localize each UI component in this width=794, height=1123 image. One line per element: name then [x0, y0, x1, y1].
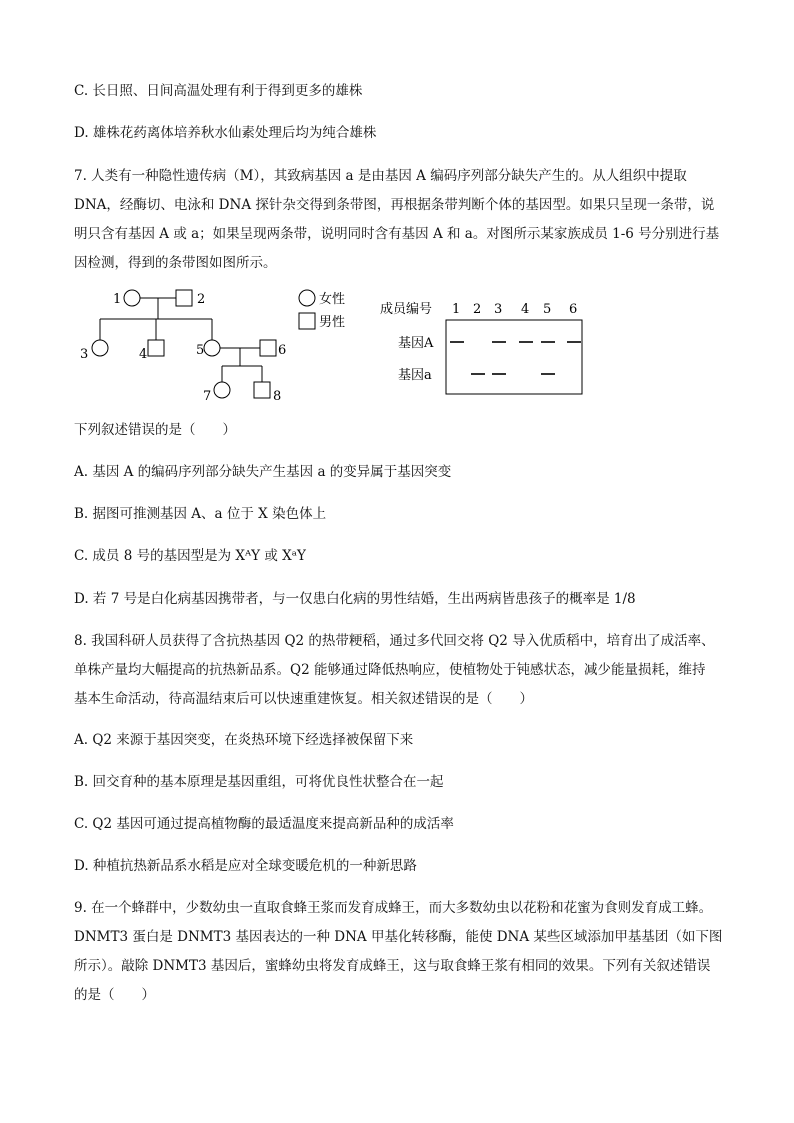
member-7-label: 7: [203, 389, 212, 404]
member-6-label: 6: [278, 343, 287, 358]
text-line: 9. 在一个蜂群中，少数幼虫一直取食蜂王浆而发育成蜂王，而大多数幼虫以花粉和花蜜为食则发育成工蜂。: [74, 900, 713, 916]
member-5-female-symbol: [204, 340, 220, 356]
member-1-label: 1: [113, 292, 122, 307]
gel-lane-label: 4: [521, 302, 530, 317]
gel-header-label: 成员编号: [380, 302, 433, 317]
member-7-female-symbol: [214, 382, 230, 398]
text-line: C. Q2 基因可通过提高植物酶的最适温度来提高新品种的成活率: [74, 816, 454, 832]
legend-female-symbol: [299, 290, 315, 306]
text-line: C. 长日照、日间高温处理有利于得到更多的雄株: [74, 83, 363, 99]
text-line: D. 雄株花药离体培养秋水仙素处理后均为纯合雄株: [74, 125, 377, 141]
gel-band-diagram: [376, 294, 596, 398]
member-2-male-symbol: [176, 290, 192, 306]
member-4-label: 4: [139, 347, 148, 362]
gel-lane-label: 2: [473, 302, 482, 317]
gel-lane-label: 3: [494, 302, 503, 317]
text-line: 8. 我国科研人员获得了含抗热基因 Q2 的热带粳稻，通过多代回交将 Q2 导入优质稻中，培育出了成活率、: [74, 633, 715, 649]
text-line: 基本生命活动，待高温结束后可以快速重建恢复。相关叙述错误的是（ ）: [74, 691, 533, 707]
text-line: 因检测，得到的条带图如图所示。: [74, 255, 277, 271]
legend-male-symbol: [299, 313, 315, 329]
pedigree-diagram: [70, 282, 370, 407]
member-6-male-symbol: [260, 340, 276, 356]
member-8-label: 8: [273, 389, 282, 404]
text-line: DNMT3 蛋白是 DNMT3 基因表达的一种 DNA 甲基化转移酶，能使 DNA 某些区域添加甲基基团（如下图: [74, 929, 723, 945]
text-line: B. 据图可推测基因 A、a 位于 X 染色体上: [74, 506, 327, 522]
gel-box: [446, 320, 582, 394]
gel-lane-label: 6: [569, 302, 578, 317]
gel-lane-label: 1: [452, 302, 461, 317]
text-line: B. 回交育种的基本原理是基因重组，可将优良性状整合在一起: [74, 774, 444, 790]
text-line: 的是（ ）: [74, 987, 155, 1003]
text-line: C. 成员 8 号的基因型是为 XᴬY 或 XᵃY: [74, 548, 306, 564]
text-line: 下列叙述错误的是（ ）: [74, 422, 236, 438]
text-line: D. 若 7 号是白化病基因携带者，与一仅患白化病的男性结婚，生出两病皆患孩子的概率是 1/8: [74, 591, 636, 607]
gel-row-label: 基因a: [398, 368, 432, 383]
member-1-female-symbol: [124, 290, 140, 306]
text-line: D. 种植抗热新品系水稻是应对全球变暖危机的一种新思路: [74, 858, 417, 874]
text-line: 7. 人类有一种隐性遗传病（M），其致病基因 a 是由基因 A 编码序列部分缺失产生的。从人组织中提取: [74, 168, 687, 184]
gel-row-label: 基因A: [398, 336, 434, 351]
legend-male-label: 男性: [319, 315, 346, 330]
member-2-label: 2: [197, 292, 206, 307]
gel-lane-label: 5: [543, 302, 552, 317]
member-5-label: 5: [196, 343, 205, 358]
legend-female-label: 女性: [319, 292, 346, 307]
text-line: A. 基因 A 的编码序列部分缺失产生基因 a 的变异属于基因突变: [74, 464, 452, 480]
text-line: 所示）。敲除 DNMT3 基因后，蜜蜂幼虫将发育成蜂王，这与取食蜂王浆有相同的效果。下列有关叙述错误: [74, 958, 711, 974]
text-line: DNA，经酶切、电泳和 DNA 探针杂交得到条带图，再根据条带判断个体的基因型。如果只呈现一条带，说: [74, 197, 715, 213]
member-3-female-symbol: [92, 340, 108, 356]
text-line: 明只含有基因 A 或 a；如果呈现两条带，说明同时含有基因 A 和 a。对图所示某家族成员 1-6 号分别进行基: [74, 226, 720, 242]
text-line: 单株产量均大幅提高的抗热新品系。Q2 能够通过降低热响应，使植物处于钝感状态，减少能量损耗，维持: [74, 662, 706, 678]
text-line: A. Q2 来源于基因突变，在炎热环境下经选择被保留下来: [74, 732, 414, 748]
member-8-male-symbol: [254, 382, 270, 398]
member-3-label: 3: [80, 347, 89, 362]
member-4-male-symbol: [148, 340, 164, 356]
